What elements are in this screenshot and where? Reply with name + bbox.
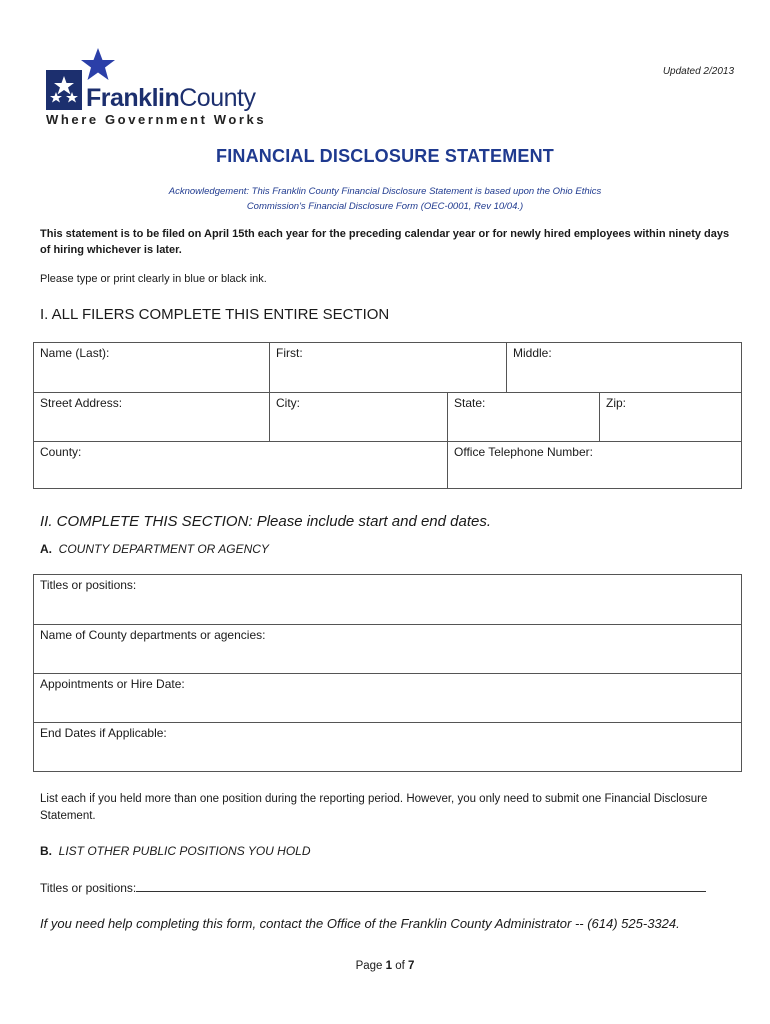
middle-name-label: Middle: (513, 346, 552, 360)
section-2a-form (33, 574, 742, 772)
other-titles-label: Titles or positions: (40, 881, 137, 895)
hire-date-label: Appointments or Hire Date: (40, 677, 185, 691)
office-phone-label: Office Telephone Number: (454, 445, 593, 459)
section-1-form (33, 342, 742, 489)
zip-label: Zip: (606, 396, 627, 410)
hire-date-field[interactable] (34, 673, 741, 722)
titles-positions-label: Titles or positions: (40, 578, 137, 592)
middle-name-field[interactable] (506, 343, 741, 392)
state-label: State: (454, 396, 486, 410)
end-dates-field[interactable] (34, 722, 741, 771)
acknowledgement: Acknowledgement: This Franklin County Financial Disclosure Statement is based upon the Ohio Ethics Commission's Financial Disclosure Form (OEC-0001, Rev 10/04.) (168, 186, 602, 212)
end-dates-label: End Dates if Applicable: (40, 726, 167, 740)
city-label: City: (276, 396, 300, 410)
city-field[interactable] (269, 392, 447, 441)
logo-wordmark: FranklinCounty (86, 84, 256, 112)
zip-field[interactable] (599, 392, 741, 441)
street-address-label: Street Address: (40, 396, 123, 410)
section-1-heading: I. ALL FILERS COMPLETE THIS ENTIRE SECTION (40, 306, 390, 323)
county-label: County: (40, 445, 82, 459)
logo-tagline: Where Government Works (46, 112, 267, 127)
street-address-field[interactable] (34, 392, 269, 441)
document-title: FINANCIAL DISCLOSURE STATEMENT (216, 146, 554, 166)
departments-agencies-field[interactable] (34, 624, 741, 673)
section-2-heading: II. COMPLETE THIS SECTION: Please include start and end dates. (40, 513, 492, 530)
titles-positions-field[interactable] (34, 575, 741, 624)
name-last-label: Name (Last): (40, 346, 110, 360)
help-contact: If you need help completing this form, contact the Office of the Franklin County Administrator -- (614) 525-3324. (40, 916, 680, 931)
ink-instructions: Please type or print clearly in blue or black ink. (40, 273, 267, 285)
office-phone-field[interactable] (447, 441, 741, 488)
name-last-field[interactable] (34, 343, 269, 392)
first-name-field[interactable] (269, 343, 506, 392)
updated-date: Updated 2/2013 (662, 66, 734, 77)
other-titles-input[interactable] (136, 879, 706, 892)
departments-agencies-label: Name of County departments or agencies: (40, 628, 266, 642)
page-indicator: Page 1 of 7 (355, 960, 415, 972)
star-icon (81, 48, 115, 80)
county-field[interactable] (34, 441, 447, 488)
multiple-positions-note: List each if you held more than one position during the reporting period. However, you only need to submit one Financial Disclosure Statement. (40, 793, 708, 822)
subsection-a-heading: A. COUNTY DEPARTMENT OR AGENCY (40, 542, 269, 556)
filing-instructions: This statement is to be filed on April 15th each year for the preceding calendar year or for newly hired employees within ninety days of hiring whichever is later. (40, 228, 730, 256)
first-name-label: First: (276, 346, 303, 360)
other-titles-line (40, 879, 706, 895)
subsection-b-heading: B. LIST OTHER PUBLIC POSITIONS YOU HOLD (40, 844, 311, 858)
state-field[interactable] (447, 392, 599, 441)
